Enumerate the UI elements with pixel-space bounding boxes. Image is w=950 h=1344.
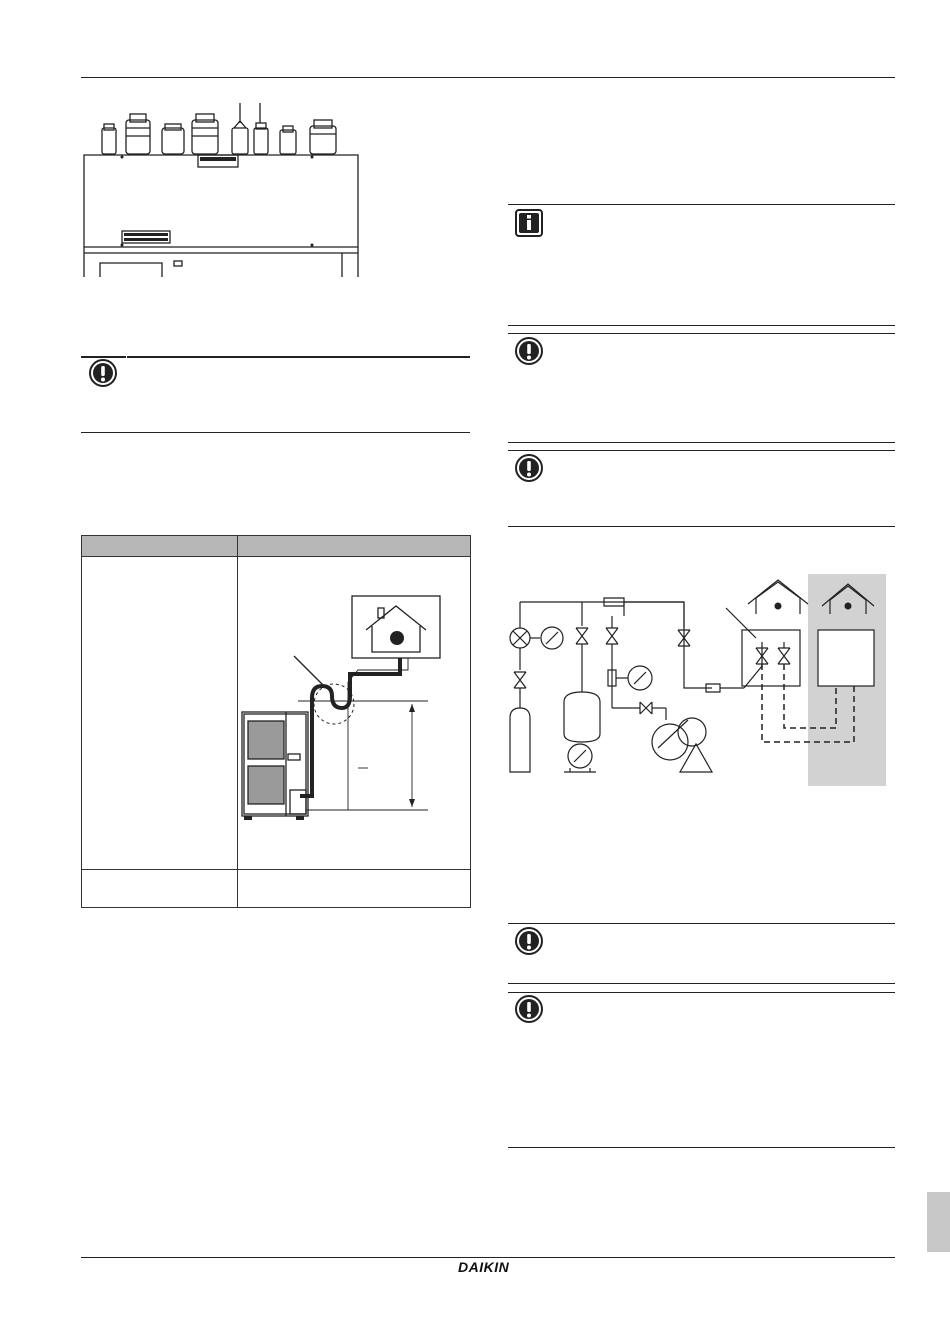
exclamation-circle-icon [514, 994, 544, 1024]
exclamation-circle-icon [514, 453, 544, 483]
notice-1-top-rule [508, 333, 895, 334]
notice-bottom-rule [81, 432, 470, 433]
notice-top-rule [81, 356, 470, 358]
notice-3-top-rule [508, 923, 895, 924]
data-table [81, 535, 471, 908]
notice-1-bottom-rule [508, 442, 895, 443]
table-header-col-1 [82, 536, 237, 556]
info-bottom-rule [508, 325, 895, 326]
info-top-rule [508, 204, 895, 205]
unit-top-connections-illustration [80, 95, 362, 280]
notice-column-divider [126, 356, 127, 432]
daikin-logo: DAIKIN [458, 1259, 510, 1275]
notice-3-bottom-rule [508, 983, 895, 984]
notice-2-bottom-rule [508, 526, 895, 527]
table-row-divider [82, 869, 470, 870]
table-header-col-2 [238, 536, 470, 556]
outdoor-unit-height-illustration [238, 586, 470, 866]
table-header-divider [82, 556, 470, 557]
chapter-thumb-tab [927, 1192, 950, 1252]
exclamation-circle-icon [514, 336, 544, 366]
exclamation-circle-icon [88, 358, 118, 388]
exclamation-circle-icon [514, 926, 544, 956]
footer-rule [81, 1257, 895, 1258]
vacuum-piping-diagram [500, 570, 890, 790]
notice-2-top-rule [508, 450, 895, 451]
notice-4-top-rule [508, 992, 895, 993]
top-rule [81, 77, 895, 78]
information-square-icon [514, 208, 544, 238]
notice-4-bottom-rule [508, 1147, 895, 1148]
